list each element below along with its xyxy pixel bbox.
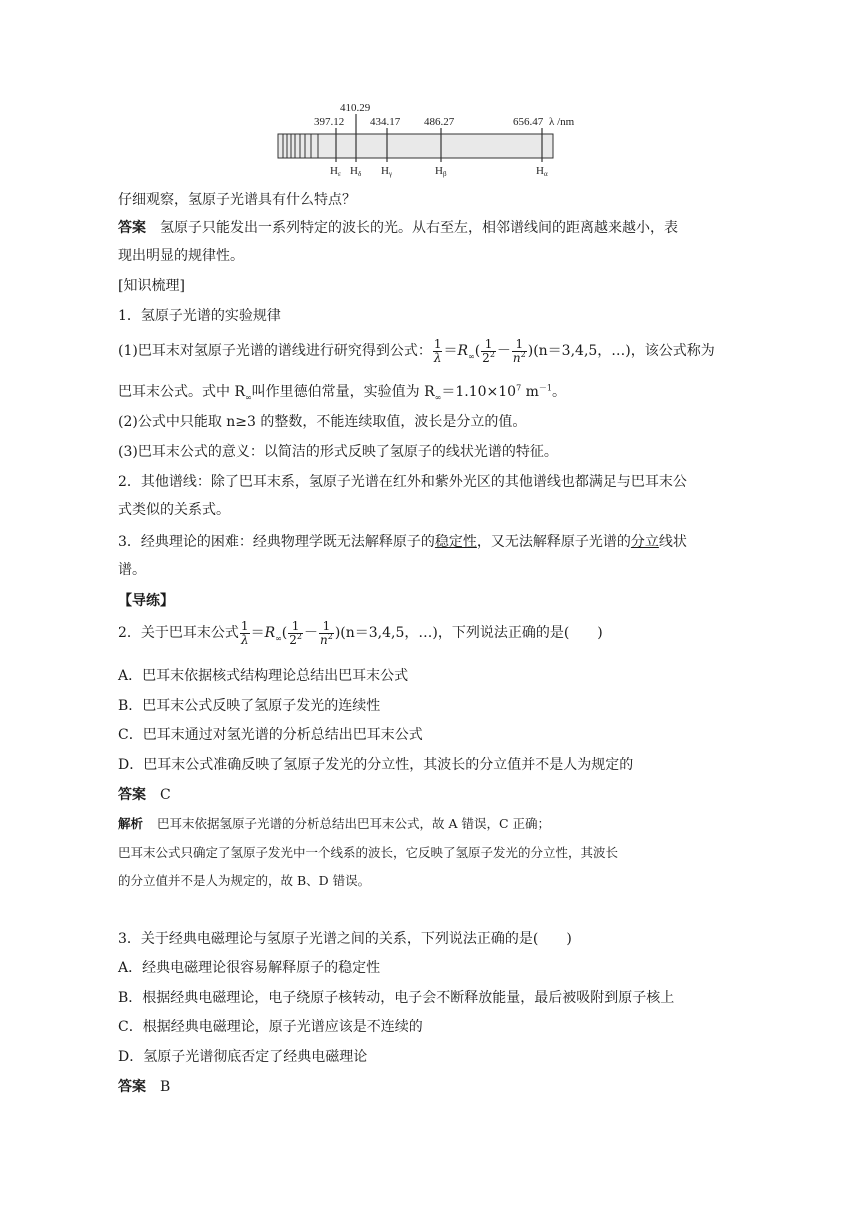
knowledge-header: [知识梳理]: [118, 278, 185, 294]
q2-analysis-line1: 解析 巴耳末依据氢原子光谱的分析总结出巴耳末公式，故 A 错误，C 正确；: [118, 816, 551, 831]
k3-line2: 谱。: [118, 562, 146, 578]
analysis-label: 解析: [118, 816, 144, 831]
k3-line1: 3．经典理论的困难：经典物理学既无法解释原子的稳定性，又无法解释原子光谱的分立线状: [118, 534, 687, 550]
q2-option-d: D．巴耳末公式准确反映了氢原子发光的分立性，其波长的分立值并不是人为规定的: [118, 757, 634, 773]
intro-answer-line2: 现出明显的规律性。: [118, 248, 244, 264]
wavelength-label-alpha: 656.47: [513, 116, 544, 128]
hydrogen-spectrum-figure: [270, 100, 600, 180]
k1-p2: (2)公式中只能取 n≥3 的整数，不能连续取值，波长是分立的值。: [118, 414, 527, 430]
k1-formula-line: (1)巴耳末对氢原子光谱的谱线进行研究得到公式： $\frac{1}{\lambda}$ $=R_\infty$( $\frac{1}{2^2}$ － $\frac{1}{n^2}$ )(n＝3,4,5，…)，该公式称为: [118, 336, 715, 365]
k1-p1-text-a: (1)巴耳末对氢原子光谱的谱线进行研究得到公式：: [118, 343, 432, 359]
q3-stem: 3．关于经典电磁理论与氢原子光谱之间的关系，下列说法正确的是( ): [118, 931, 572, 947]
k1-p3: (3)巴耳末公式的意义：以简洁的形式反映了氢原子的线状光谱的特征。: [118, 444, 558, 460]
line-name-epsilon: Hε: [330, 165, 341, 178]
q3-option-b: B．根据经典电磁理论，电子绕原子核转动，电子会不断释放能量，最后被吸附到原子核上: [118, 990, 675, 1006]
practice-header: 【导练】: [118, 593, 174, 609]
k1-title: 1．氢原子光谱的实验规律: [118, 308, 281, 324]
q2-option-a: A．巴耳末依据核式结构理论总结出巴耳末公式: [118, 668, 409, 684]
wavelength-label-beta: 486.27: [424, 116, 455, 128]
q2-formula-one-over-four: $\frac{1}{2^2}$: [289, 618, 302, 647]
wavelength-label-gamma: 434.17: [370, 116, 401, 128]
k2-line2: 式类似的关系式。: [118, 502, 230, 518]
formula-one-over-four: $\frac{1}{2^2}$: [482, 336, 495, 365]
q2-analysis-line3: 的分立值并不是人为规定的，故 B、D 错误。: [118, 873, 371, 888]
answer-label: 答案: [118, 220, 146, 236]
k1-p1-line2: 巴耳末公式。式中 $R_\infty$叫作里德伯常量，实验值为 $R_\infty=1.10\times 10^7$ $m^{-1}$。: [118, 383, 566, 402]
q2-option-c: C．巴耳末通过对氢光谱的分析总结出巴耳末公式: [118, 727, 423, 743]
formula-R: R: [457, 343, 469, 359]
formula-inv-lambda: $\frac{1}{\lambda}$: [433, 336, 442, 365]
q2-option-b: B．巴耳末公式反映了氢原子发光的连续性: [118, 698, 381, 714]
line-name-gamma: Hγ: [381, 165, 393, 178]
q2-answer: 答案 C: [118, 787, 171, 803]
wavelength-unit: λ /nm: [549, 116, 575, 128]
q2-stem: 2．关于巴耳末公式 $\frac{1}{\lambda}$ $=R_\infty$( $\frac{1}{2^2}$ － $\frac{1}{n^2}$ )(n＝3,4,5，…)，下列说法正确的是( ): [118, 618, 603, 647]
q2-analysis-line2: 巴耳末公式只确定了氢原子发光中一个线系的波长，它反映了氢原子发光的分立性，其波长: [118, 845, 619, 860]
spectrum-band: [278, 134, 553, 158]
underline-discrete: 分立: [630, 534, 659, 550]
q3-option-a: A．经典电磁理论很容易解释原子的稳定性: [118, 960, 381, 976]
q3-option-c: C．根据经典电磁理论，原子光谱应该是不连续的: [118, 1019, 423, 1035]
formula-one-over-n-sq: $\frac{1}{n^2}$: [512, 336, 526, 365]
underline-stability: 稳定性: [434, 534, 477, 550]
line-name-delta: Hδ: [350, 165, 362, 178]
q3-answer: 答案 B: [118, 1079, 171, 1095]
line-name-beta: Hβ: [435, 165, 447, 178]
line-name-alpha: Hα: [536, 165, 548, 178]
k1-p1-text-b: ，该公式称为: [630, 343, 715, 359]
q2-formula-one-over-n-sq: $\frac{1}{n^2}$: [319, 618, 333, 647]
q2-formula-inv-lambda: $\frac{1}{\lambda}$: [240, 618, 249, 647]
wavelength-label-delta: 410.29: [340, 102, 371, 114]
intro-answer-line1: [118, 213, 740, 243]
k2-line1: 2．其他谱线：除了巴耳末系，氢原子光谱在红外和紫外光区的其他谱线也都满足与巴耳末公: [118, 474, 687, 490]
wavelength-label-epsilon: 397.12: [314, 116, 345, 128]
q3-option-d: D．氢原子光谱彻底否定了经典电磁理论: [118, 1049, 368, 1065]
intro-answer-text: 氢原子只能发出一系列特定的波长的光。从右至左，相邻谱线间的距离越来越小，表: [160, 220, 678, 236]
formula-range: (n＝3,4,5，…): [533, 343, 631, 359]
intro-question: 仔细观察，氢原子光谱具有什么特点？: [118, 192, 356, 208]
